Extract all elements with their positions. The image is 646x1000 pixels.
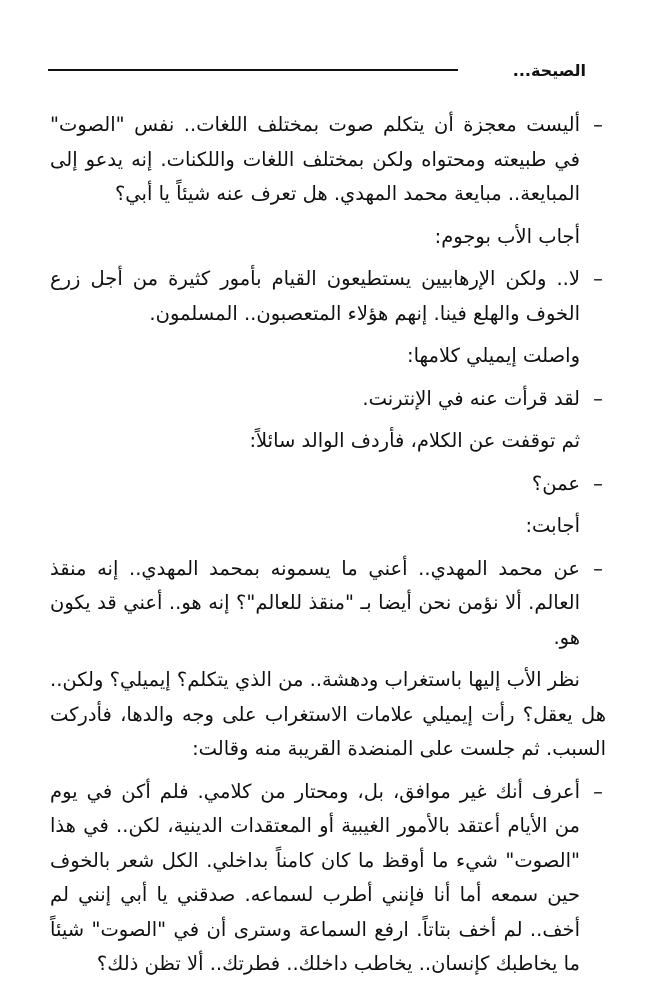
dialogue-dash: – [593, 267, 603, 290]
dialogue-dash: – [593, 471, 603, 495]
dialogue-text: لا.. ولكن الإرهابيين يستطيعون القيام بأمور كثيرة من أجل زرع الخوف والهلع فينا. إنهم هؤلاء المتعصبون.. المسلمون. [50, 267, 580, 325]
dialogue-text: عمن؟ [531, 471, 580, 495]
dialogue-text: أعرف أنك غير موافق، بل، ومحتار من كلامي. فلم أكن في يوم من الأيام أعتقد بالأمور الغيبية أو المعتقدات الدينية، لكن.. في هذا "الصوت" شيء ما أوقظ ما كان كامناً بداخلي. الكل شعر بالخوف حين سمعه أما أنا فإنني أطرب لسماعه. صدقني يا أبي إنني لم أخف.. لم أخف بتاتاً. ارفع السماعة وسترى أن في "الصوت" شيئاً ما يخاطبك كإنسان.. يخاطب داخلك.. فطرتك.. ألا تظن ذلك؟ [50, 779, 580, 975]
page-body [50, 108, 606, 990]
narration-line: أجابت: [525, 514, 580, 537]
narration-line: واصلت إيميلي كلامها: [407, 344, 580, 367]
narrative-paragraph: نظر الأب إليها باستغراب ودهشة.. من الذي يتكلم؟ إيميلي؟ ولكن.. هل يعقل؟ رأت إيميلي علامات الاستغراب على وجه والدها، فأدركت السبب. ثم جلست على المنضدة القريبة منه وقالت: [50, 668, 606, 760]
narration-line: أجاب الأب بوجوم: [434, 224, 580, 248]
dialogue-line [50, 467, 606, 502]
header-rule [48, 69, 458, 71]
dialogue-line [50, 262, 606, 331]
narration-line: ثم توقفت عن الكلام، فأردف الوالد سائلاً: [249, 429, 580, 452]
dialogue-dash: – [593, 113, 603, 136]
dialogue-line [50, 552, 606, 656]
dialogue-dash: – [593, 779, 603, 803]
dialogue-text: عن محمد المهدي.. أعني ما يسمونه بمحمد المهدي.. إنه منقذ العالم. ألا نؤمن نحن أيضا بـ "منقذ للعالم"؟ إنه هو.. أعني قد يكون هو. [50, 556, 580, 649]
running-header [48, 58, 586, 82]
dialogue-line [50, 108, 606, 212]
dialogue-line [50, 775, 606, 982]
running-title: الصيحة... [512, 60, 586, 80]
dialogue-text: أليست معجزة أن يتكلم صوت بمختلف اللغات.. نفس "الصوت" في طبيعته ومحتواه ولكن بمختلف اللغات واللكنات. إنه يدعو إلى المبايعة.. مبايعة محمد المهدي. هل تعرف عنه شيئاً يا أبي؟ [50, 113, 580, 205]
dialogue-dash: – [593, 556, 603, 580]
dialogue-dash: – [593, 386, 603, 410]
dialogue-text: لقد قرأت عنه في الإنترنت. [362, 386, 580, 410]
dialogue-line [50, 382, 606, 417]
